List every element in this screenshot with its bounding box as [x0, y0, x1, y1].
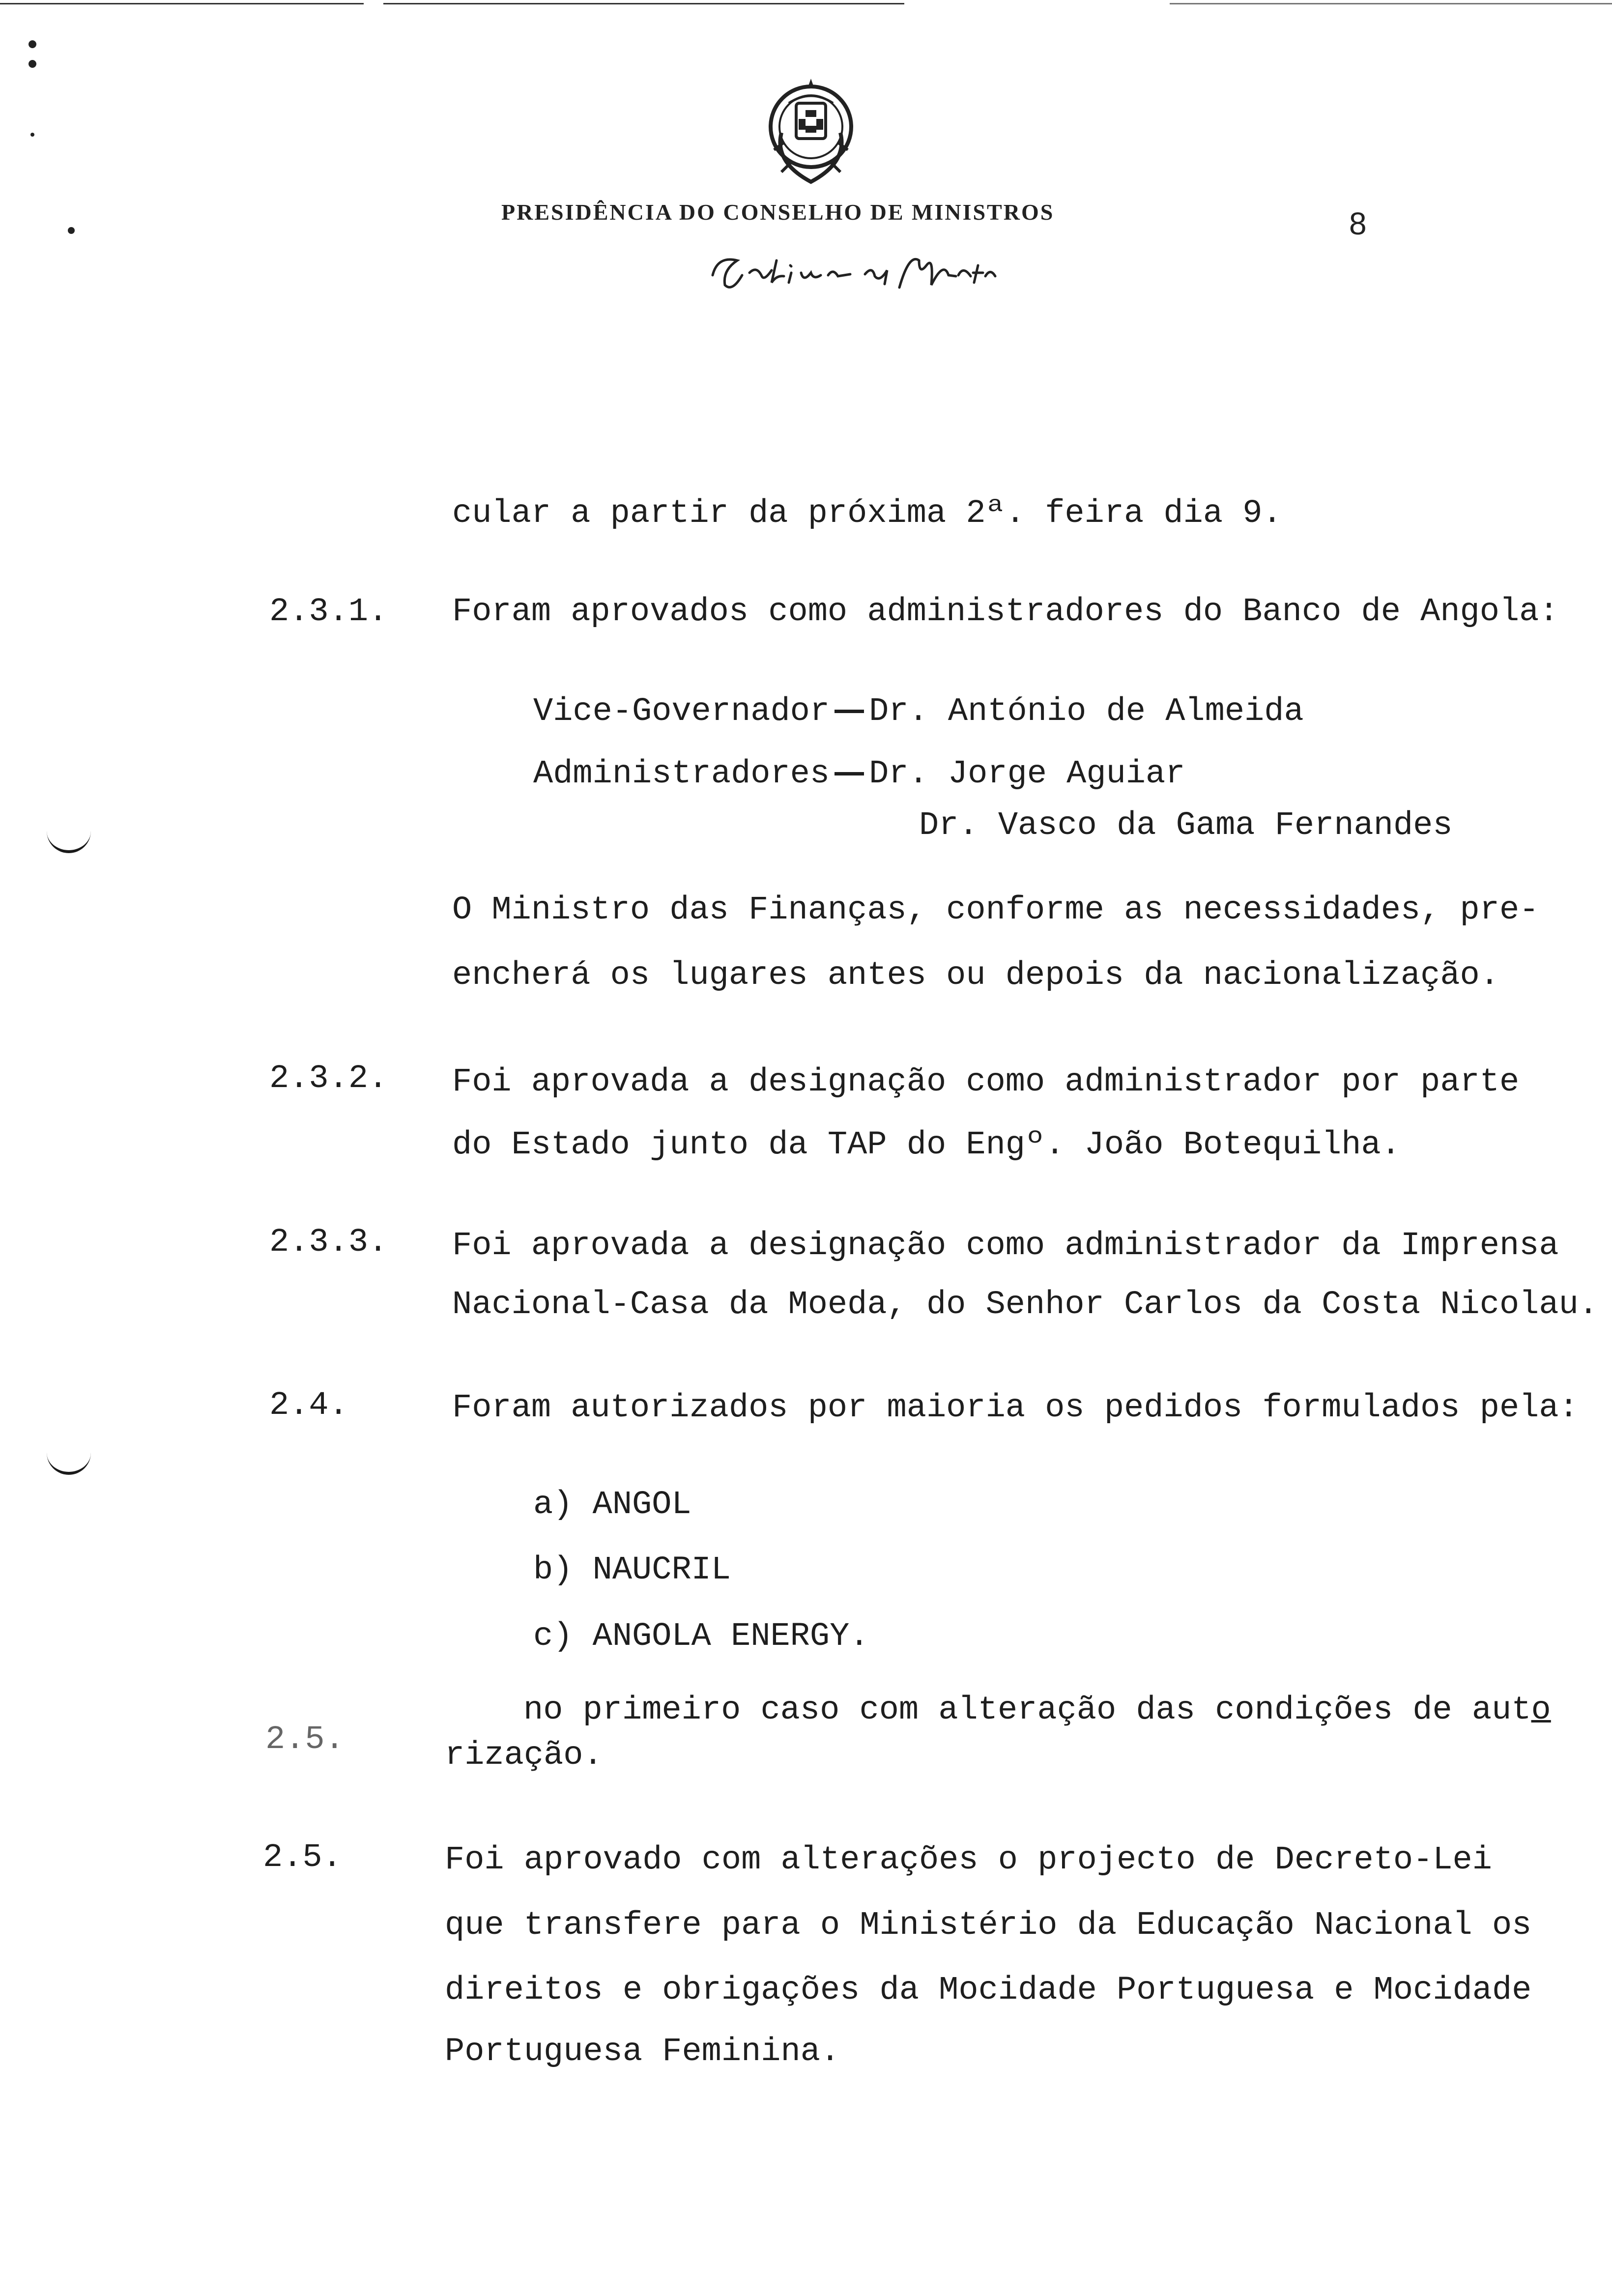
- gabinete-signature-mark: [703, 246, 998, 300]
- coat-of-arms-icon: [754, 69, 867, 192]
- role-label: Vice-Governador: [533, 693, 830, 730]
- item-text: Foram aprovados como administradores do Banco de Angola:: [452, 593, 1559, 631]
- tail-text: no primeiro caso com alteração das condições de aut: [523, 1692, 1531, 1729]
- tail-text-end: o: [1531, 1692, 1551, 1729]
- role-row: [533, 754, 1185, 794]
- top-edge-line: [1170, 3, 1612, 4]
- item-number: 2.4.: [269, 1387, 348, 1424]
- list-item: a) ANGOL: [533, 1486, 691, 1523]
- page-number: 8: [1349, 206, 1367, 241]
- item-line: Foi aprovada a designação como administrador por parte: [452, 1063, 1520, 1101]
- dash-icon: [835, 772, 864, 775]
- item-number: 2.3.3.: [269, 1224, 388, 1261]
- top-edge-line: [0, 3, 364, 4]
- item-number: 2.3.2.: [269, 1060, 388, 1097]
- margin-dot: [68, 227, 75, 234]
- role-name: Dr. Jorge Aguiar: [869, 755, 1185, 793]
- dash-icon: [835, 710, 864, 713]
- margin-dot: [30, 133, 34, 137]
- item-number: 2.3.1.: [269, 593, 388, 631]
- margin-dot: [29, 60, 36, 68]
- role-name: Dr. António de Almeida: [869, 693, 1304, 730]
- item-line: Foi aprovada a designação como administrador da Imprensa: [452, 1227, 1559, 1264]
- letterhead-title: PRESIDÊNCIA DO CONSELHO DE MINISTROS: [501, 200, 1055, 225]
- margin-dot: [29, 40, 36, 48]
- item-number-faint: 2.5.: [265, 1721, 345, 1758]
- item-line: Foi aprovado com alterações o projecto de Decreto-Lei: [445, 1841, 1492, 1879]
- binding-hole-mark: [47, 831, 91, 853]
- list-item: c) ANGOLA ENERGY.: [533, 1618, 869, 1655]
- item-line: que transfere para o Ministério da Educação Nacional os: [445, 1907, 1532, 1944]
- role-label: Administradores: [533, 755, 830, 793]
- role-row: [533, 692, 1304, 731]
- role-name: Dr. Vasco da Gama Fernandes: [919, 807, 1453, 844]
- item-text: Foram autorizados por maioria os pedidos formulados pela:: [452, 1389, 1579, 1427]
- item-number: 2.5.: [263, 1839, 342, 1876]
- item-line: do Estado junto da TAP do Engº. João Botequilha.: [452, 1126, 1401, 1164]
- item-tail-line: [523, 1691, 1551, 1730]
- item-note-line: encherá os lugares antes ou depois da nacionalização.: [452, 957, 1499, 994]
- intro-line: cular a partir da próxima 2ª. feira dia 9.: [452, 495, 1282, 532]
- binding-hole-mark: [47, 1452, 91, 1475]
- item-line: direitos e obrigações da Mocidade Portuguesa e Mocidade: [445, 1972, 1532, 2009]
- list-item: b) NAUCRIL: [533, 1551, 731, 1589]
- item-note-line: O Ministro das Finanças, conforme as necessidades, pre-: [452, 891, 1539, 929]
- item-line: Nacional-Casa da Moeda, do Senhor Carlos da Costa Nicolau.: [452, 1286, 1598, 1323]
- item-line: Portuguesa Feminina.: [445, 2033, 840, 2070]
- item-tail-line: rização.: [445, 1737, 603, 1774]
- top-edge-line: [383, 3, 904, 4]
